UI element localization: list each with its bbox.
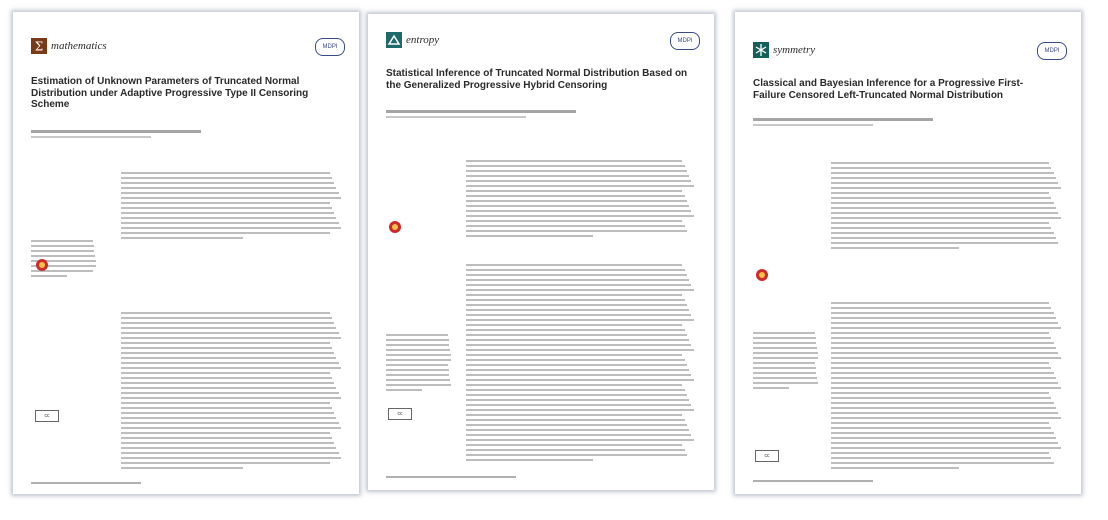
text-line xyxy=(121,322,334,324)
text-line xyxy=(386,334,448,336)
text-line xyxy=(466,369,689,371)
text-line xyxy=(466,175,689,177)
text-line xyxy=(753,337,816,339)
text-line xyxy=(466,230,687,232)
text-line xyxy=(121,382,334,384)
text-line xyxy=(831,317,1056,319)
text-line xyxy=(121,427,341,429)
text-line xyxy=(831,362,1049,364)
text-line xyxy=(466,454,687,456)
text-line xyxy=(466,379,694,381)
text-line xyxy=(466,225,685,227)
text-line xyxy=(831,177,1056,179)
text-line xyxy=(466,429,689,431)
text-line xyxy=(121,342,330,344)
text-line xyxy=(466,359,685,361)
text-line xyxy=(466,190,682,192)
text-line xyxy=(466,364,687,366)
text-line xyxy=(466,339,689,341)
symmetry-logo-icon xyxy=(753,42,769,58)
check-updates-icon xyxy=(388,220,402,234)
text-line xyxy=(121,197,341,199)
text-line xyxy=(466,180,691,182)
text-line xyxy=(831,222,1049,224)
text-line xyxy=(466,185,694,187)
authors-line xyxy=(31,130,201,133)
text-line xyxy=(831,437,1056,439)
text-line xyxy=(831,227,1051,229)
text-line xyxy=(831,457,1051,459)
text-line xyxy=(386,339,449,341)
text-line xyxy=(831,307,1051,309)
entropy-logo-icon xyxy=(386,32,402,48)
text-line xyxy=(466,235,593,237)
text-line xyxy=(121,447,336,449)
text-line xyxy=(466,349,694,351)
text-line xyxy=(753,347,817,349)
text-line xyxy=(466,279,689,281)
text-line xyxy=(831,432,1054,434)
text-line xyxy=(831,242,1058,244)
text-line xyxy=(121,227,341,229)
text-line xyxy=(466,274,687,276)
publisher-logo: MDPI xyxy=(315,38,345,56)
text-line xyxy=(386,354,451,356)
text-line xyxy=(121,417,336,419)
text-line xyxy=(831,367,1051,369)
sigma-logo-icon xyxy=(31,38,47,54)
text-line xyxy=(121,457,341,459)
affiliation-line xyxy=(753,124,873,126)
journal-header xyxy=(753,42,815,58)
text-line xyxy=(466,409,694,411)
text-line xyxy=(466,289,694,291)
text-line xyxy=(121,372,330,374)
text-line xyxy=(121,412,334,414)
text-line xyxy=(831,162,1049,164)
text-line xyxy=(121,392,339,394)
text-line xyxy=(831,197,1051,199)
text-line xyxy=(753,342,816,344)
text-line xyxy=(831,347,1056,349)
text-line xyxy=(466,344,691,346)
text-line xyxy=(466,195,685,197)
text-line xyxy=(466,269,685,271)
text-line xyxy=(121,357,336,359)
text-line xyxy=(466,439,694,441)
text-line xyxy=(121,317,332,319)
sidebar-notes xyxy=(753,332,819,392)
text-line xyxy=(386,369,449,371)
text-line xyxy=(831,192,1049,194)
check-updates-icon xyxy=(755,268,769,282)
text-line xyxy=(466,264,682,266)
paper-mathematics xyxy=(13,12,359,494)
text-line xyxy=(466,294,682,296)
text-line xyxy=(831,327,1061,329)
text-line xyxy=(121,312,330,314)
text-line xyxy=(121,462,330,464)
text-line xyxy=(831,337,1051,339)
text-line xyxy=(831,172,1054,174)
text-line xyxy=(831,377,1056,379)
text-line xyxy=(831,302,1049,304)
text-line xyxy=(466,215,694,217)
text-line xyxy=(831,427,1051,429)
text-line xyxy=(831,342,1054,344)
text-line xyxy=(386,374,449,376)
check-updates-icon xyxy=(35,258,49,272)
text-line xyxy=(831,442,1058,444)
publisher-logo: MDPI xyxy=(670,32,700,50)
text-line xyxy=(121,377,332,379)
text-line xyxy=(831,392,1049,394)
abstract-block xyxy=(831,162,1063,252)
text-line xyxy=(466,334,687,336)
sidebar-notes xyxy=(386,334,452,394)
text-line xyxy=(466,459,593,461)
text-line xyxy=(466,299,685,301)
affiliation-line xyxy=(386,116,526,118)
text-line xyxy=(121,337,341,339)
text-line xyxy=(753,362,815,364)
text-line xyxy=(121,367,341,369)
text-line xyxy=(121,402,330,404)
text-line xyxy=(121,177,332,179)
text-line xyxy=(753,332,815,334)
text-line xyxy=(831,322,1058,324)
abstract-block xyxy=(466,160,696,240)
text-line xyxy=(31,240,93,242)
abstract-block xyxy=(121,172,343,242)
text-line xyxy=(831,452,1049,454)
text-line xyxy=(831,217,1061,219)
cc-license-icon: cc xyxy=(35,410,59,422)
text-line xyxy=(466,449,685,451)
journal-name: symmetry xyxy=(773,44,816,56)
text-line xyxy=(831,467,959,469)
text-line xyxy=(121,222,339,224)
text-line xyxy=(121,432,330,434)
paper-title: Statistical Inference of Truncated Normal Distribution Based on the Generalized Progressive Hybrid Censoring xyxy=(386,68,688,91)
body-text xyxy=(121,312,343,472)
text-line xyxy=(121,172,330,174)
text-line xyxy=(831,387,1061,389)
footer-line xyxy=(753,480,873,482)
text-line xyxy=(466,394,687,396)
text-line xyxy=(121,452,339,454)
journal-name: mathematics xyxy=(51,40,107,52)
svg-text:Σ: Σ xyxy=(34,39,44,54)
footer-line xyxy=(31,482,141,484)
text-line xyxy=(831,412,1058,414)
text-line xyxy=(831,462,1054,464)
text-line xyxy=(121,182,334,184)
text-line xyxy=(121,347,332,349)
text-line xyxy=(831,332,1049,334)
text-line xyxy=(831,407,1056,409)
text-line xyxy=(831,447,1061,449)
text-line xyxy=(831,182,1058,184)
text-line xyxy=(121,362,339,364)
text-line xyxy=(386,359,451,361)
text-line xyxy=(121,407,332,409)
text-line xyxy=(121,192,339,194)
text-line xyxy=(466,419,685,421)
text-line xyxy=(831,397,1051,399)
paper-entropy xyxy=(368,14,714,490)
text-line xyxy=(753,387,789,389)
affiliation-line xyxy=(31,136,151,138)
text-line xyxy=(466,284,691,286)
text-line xyxy=(831,212,1058,214)
paper-title: Classical and Bayesian Inference for a Progressive First-Failure Censored Left-Truncated Normal Distribution xyxy=(753,78,1024,101)
text-line xyxy=(831,167,1051,169)
text-line xyxy=(386,349,450,351)
paper-symmetry xyxy=(735,12,1081,494)
text-line xyxy=(831,417,1061,419)
text-line xyxy=(831,237,1056,239)
text-line xyxy=(831,422,1049,424)
text-line xyxy=(753,367,816,369)
journal-header xyxy=(386,32,439,48)
text-line xyxy=(386,389,422,391)
body-text xyxy=(831,302,1063,472)
text-line xyxy=(831,247,959,249)
text-line xyxy=(466,304,687,306)
text-line xyxy=(466,170,687,172)
text-line xyxy=(831,357,1061,359)
body-text xyxy=(466,264,696,464)
text-line xyxy=(753,357,818,359)
authors-line xyxy=(386,110,576,113)
text-line xyxy=(753,372,816,374)
text-line xyxy=(31,245,94,247)
text-line xyxy=(466,434,691,436)
text-line xyxy=(831,312,1054,314)
text-line xyxy=(121,232,330,234)
text-line xyxy=(121,217,336,219)
text-line xyxy=(466,220,682,222)
footer-line xyxy=(386,476,516,478)
text-line xyxy=(753,377,817,379)
text-line xyxy=(121,237,243,239)
text-line xyxy=(466,160,682,162)
text-line xyxy=(466,329,685,331)
publisher-logo: MDPI xyxy=(1037,42,1067,60)
text-line xyxy=(466,354,682,356)
text-line xyxy=(831,352,1058,354)
text-line xyxy=(386,379,450,381)
text-line xyxy=(121,212,334,214)
journal-name: entropy xyxy=(406,34,440,46)
text-line xyxy=(121,207,332,209)
text-line xyxy=(466,404,691,406)
text-line xyxy=(466,314,691,316)
text-line xyxy=(831,382,1058,384)
cc-license-icon: cc xyxy=(388,408,412,420)
text-line xyxy=(753,352,818,354)
text-line xyxy=(466,165,685,167)
text-line xyxy=(466,424,687,426)
text-line xyxy=(466,384,682,386)
text-line xyxy=(466,374,691,376)
text-line xyxy=(121,422,339,424)
text-line xyxy=(831,207,1056,209)
text-line xyxy=(753,382,818,384)
text-line xyxy=(121,327,336,329)
text-line xyxy=(31,250,94,252)
text-line xyxy=(466,309,689,311)
text-line xyxy=(466,210,691,212)
text-line xyxy=(831,402,1054,404)
text-line xyxy=(121,332,339,334)
text-line xyxy=(386,364,448,366)
text-line xyxy=(466,200,687,202)
text-line xyxy=(121,352,334,354)
text-line xyxy=(121,467,243,469)
text-line xyxy=(831,202,1054,204)
cc-license-icon: cc xyxy=(755,450,779,462)
text-line xyxy=(31,275,67,277)
text-line xyxy=(466,444,682,446)
text-line xyxy=(31,255,95,257)
text-line xyxy=(466,414,682,416)
text-line xyxy=(466,319,694,321)
text-line xyxy=(121,387,336,389)
text-line xyxy=(121,202,330,204)
text-line xyxy=(466,324,682,326)
text-line xyxy=(831,232,1054,234)
journal-header xyxy=(31,38,107,54)
text-line xyxy=(121,187,336,189)
text-line xyxy=(831,372,1054,374)
text-line xyxy=(466,205,689,207)
text-line xyxy=(466,389,685,391)
text-line xyxy=(121,397,341,399)
paper-title: Estimation of Unknown Parameters of Truncated Normal Distribution under Adaptive Progressive Type II Censoring Scheme xyxy=(31,76,309,110)
text-line xyxy=(386,384,451,386)
text-line xyxy=(466,399,689,401)
text-line xyxy=(386,344,449,346)
text-line xyxy=(121,442,334,444)
text-line xyxy=(831,187,1061,189)
text-line xyxy=(121,437,332,439)
authors-line xyxy=(753,118,933,121)
